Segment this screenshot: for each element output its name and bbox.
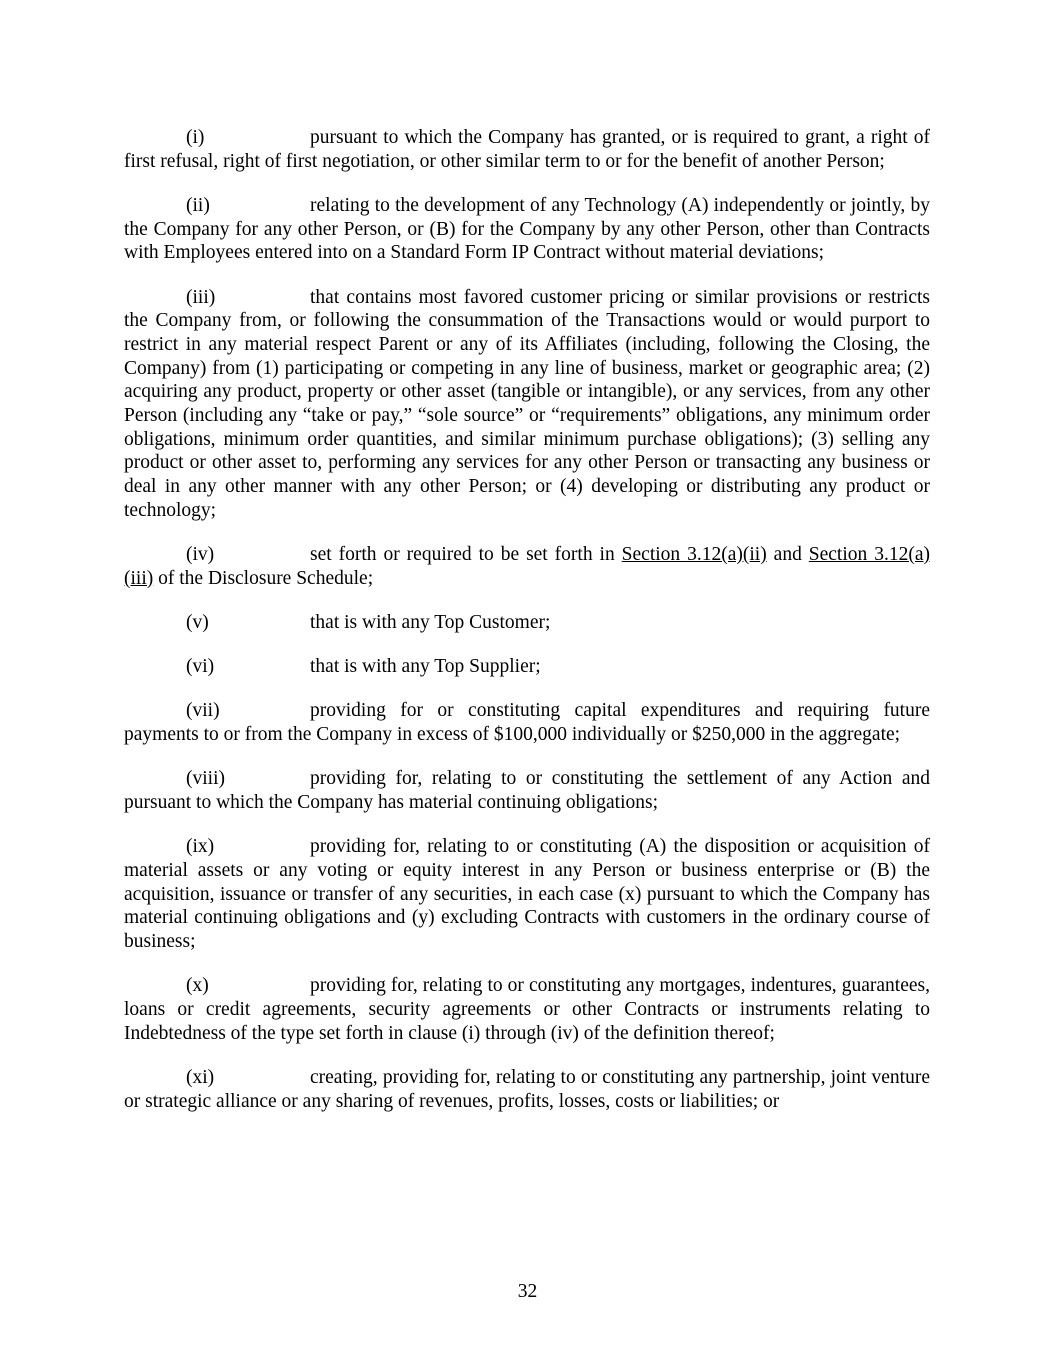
clause-text: creating, providing for, relating to or constituting any partnership, joint venture or strategic alliance or any sharing of revenues, profits, losses, costs or liabilities; or bbox=[124, 1066, 930, 1112]
page-number: 32 bbox=[517, 1281, 538, 1302]
clause-iv bbox=[124, 543, 930, 590]
clause-text: and bbox=[766, 544, 809, 566]
clause-text: that contains most favored customer pricing or similar provisions or restricts the Company from, or following the consummation of the Transactions would or would purport to restrict in any material respect Parent or any of its Affiliates (including, following the Closing, the Company) from (1) participating or competing in any line of business, market or geographic area; (2) acquiring any product, property or other asset (tangible or intangible), or any services, from any other Person (including any “take or pay,” “sole source” or “requirements” obligations, any minimum order obligations, minimum order quantities, and similar minimum purchase obligations); (3) selling any product or other asset to, performing any services for any other Person or transacting any business or deal in any other manner with any other Person; or (4) developing or distributing any product or technology; bbox=[124, 286, 930, 521]
clause-text: providing for, relating to or constituting (A) the disposition or acquisition of material assets or any voting or equity interest in any Person or business enterprise or (B) the acquisition, issuance or transfer of any securities, in each case (x) pursuant to which the Company has material continuing obligations and (y) excluding Contracts with customers in the ordinary course of business; bbox=[124, 836, 930, 952]
clause-number: (xi) bbox=[186, 1066, 215, 1088]
clause-viii bbox=[124, 767, 930, 814]
clause-number: (vi) bbox=[186, 656, 215, 678]
clause-number: (ix) bbox=[186, 836, 215, 858]
clause-i bbox=[124, 126, 930, 173]
clause-text: relating to the development of any Technology (A) independently or jointly, by the Company for any other Person, or (B) for the Company by any other Person, other than Contracts with Employees entered into on a Standard Form IP Contract without material deviations; bbox=[124, 194, 930, 264]
clause-number: (iv) bbox=[186, 544, 215, 566]
section-reference-link[interactable]: Section 3.12(a)(iii) bbox=[124, 544, 930, 589]
clause-number: (x) bbox=[186, 975, 209, 997]
clause-xi bbox=[124, 1066, 930, 1113]
clause-ii bbox=[124, 194, 930, 265]
clause-number: (v) bbox=[186, 611, 209, 633]
clause-v bbox=[124, 611, 930, 635]
clause-text: set forth or required to be set forth in bbox=[310, 544, 622, 566]
clause-number: (iii) bbox=[186, 286, 216, 308]
clause-text: that is with any Top Customer; bbox=[310, 611, 551, 633]
clause-vii bbox=[124, 699, 930, 746]
clause-ix bbox=[124, 835, 930, 954]
clause-text: providing for, relating to or constituting any mortgages, indentures, guarantees, loans or credit agreements, security agreements or other Contracts or instruments relating to Indebtedness of the type set forth in clause (i) through (iv) of the definition thereof; bbox=[124, 975, 930, 1044]
clause-number: (i) bbox=[186, 127, 205, 148]
clause-text: pursuant to which the Company has granted, or is required to grant, a right of first refusal, right of first negotiation, or other similar term to or for the benefit of another Person; bbox=[124, 127, 930, 172]
clause-number: (viii) bbox=[186, 768, 225, 790]
section-reference-link[interactable]: Section 3.12(a)(ii) bbox=[621, 544, 767, 566]
clause-vi bbox=[124, 655, 930, 679]
clause-text: providing for, relating to or constituting the settlement of any Action and pursuant to which the Company has material continuing obligations; bbox=[124, 768, 930, 813]
clause-iii bbox=[124, 286, 930, 523]
clause-text: of the Disclosure Schedule; bbox=[153, 567, 374, 589]
clause-x bbox=[124, 974, 930, 1045]
clause-text: that is with any Top Supplier; bbox=[310, 656, 541, 678]
clause-text: providing for or constituting capital expenditures and requiring future payments to or from the Company in excess of $100,000 individually or $250,000 in the aggregate; bbox=[124, 700, 930, 746]
document-body bbox=[124, 126, 930, 1134]
clause-number: (vii) bbox=[186, 700, 220, 722]
clause-number: (ii) bbox=[186, 194, 210, 216]
